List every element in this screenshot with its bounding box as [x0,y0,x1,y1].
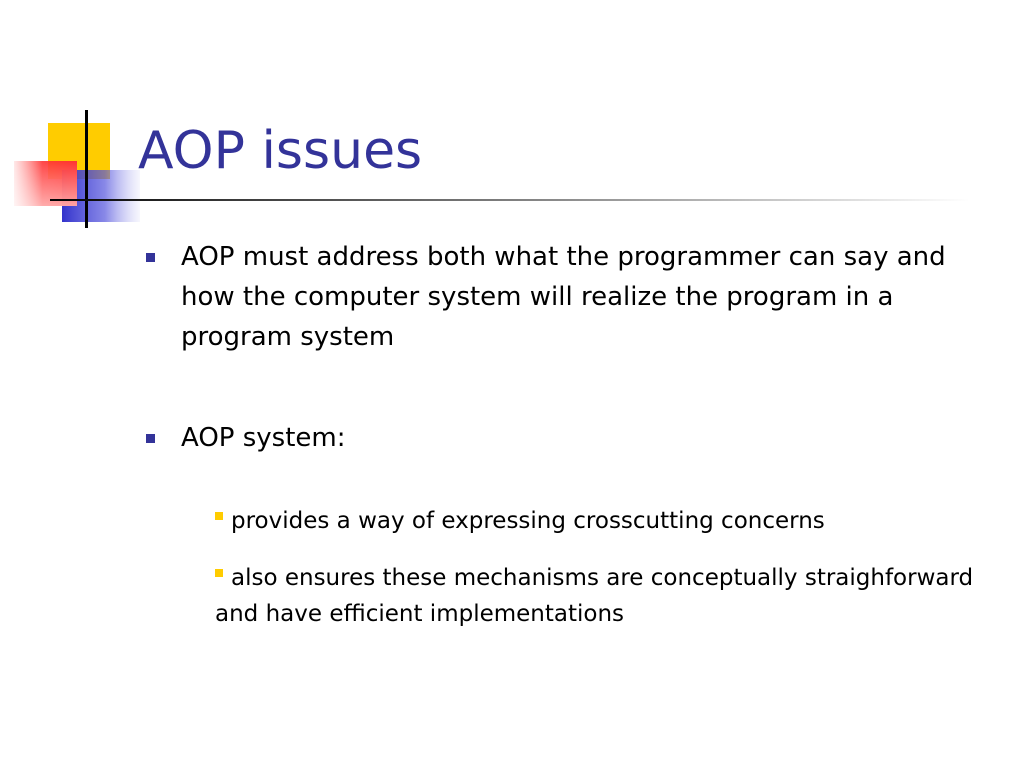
square-bullet-icon [146,434,155,443]
bullet-item: AOP system: [181,423,346,453]
slide-title: AOP issues [138,121,423,181]
sub-bullet-text: also ensures these mechanisms are conceptually straighforward and have efficient implementations [215,565,974,627]
sub-bullet-item [215,560,975,632]
square-bullet-icon [215,512,223,520]
sub-bullet-text: provides a way of expressing crosscutting concerns [231,508,825,534]
bullet-item: AOP must address both what the programmer can say and how the computer system will realize the program in a program system [181,242,946,352]
square-bullet-icon [146,253,155,262]
square-bullet-icon [215,569,223,577]
sub-bullet-item [215,503,975,539]
